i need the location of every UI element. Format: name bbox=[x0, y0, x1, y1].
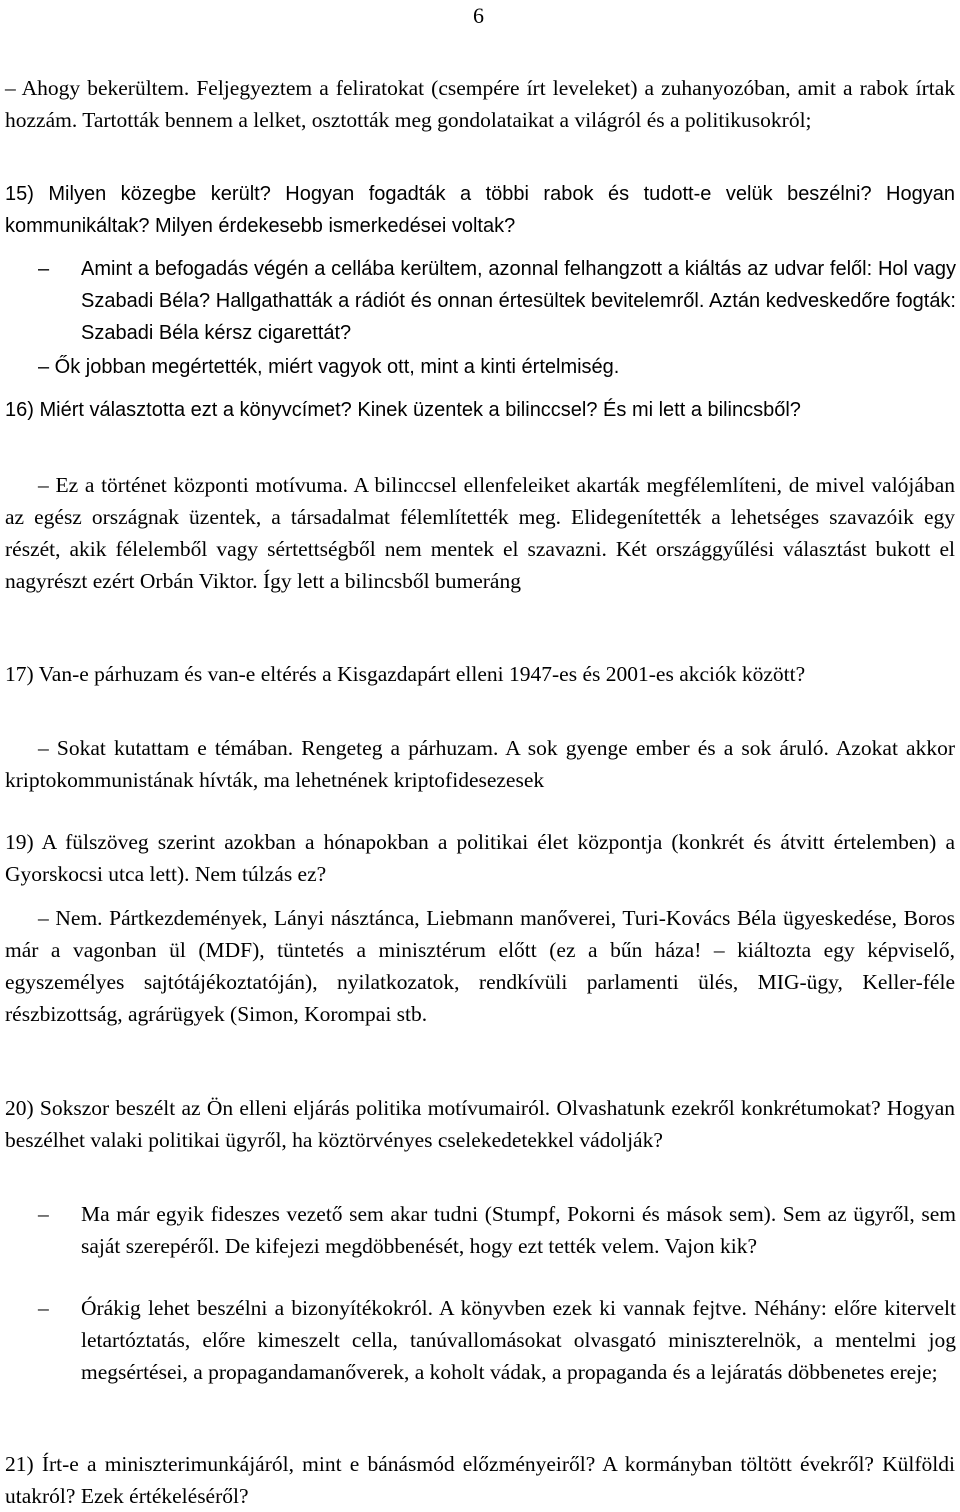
answer-15-item-2: – Ők jobban megértették, miért vagyok ott, mint a kinti értelmiség. bbox=[38, 356, 620, 378]
answer-20-text-2: Órákig lehet beszélni a bizonyítékokról. A könyvben ezek ki vannak fejtve. Néhány: előre kitervelt letartóztatás, előre kimeszelt cella, tanúvallomásokat olvasgató miniszterelnök, a mentelmi jog megsértései, a propagandamanőverek, a koholt vádak, a propaganda és a lejáratás döbbenetes ereje; bbox=[81, 1296, 956, 1384]
page-number: 6 bbox=[473, 3, 484, 28]
answer-20-text-1: Ma már egyik fideszes vezető sem akar tudni (Stumpf, Pokorni és mások sem). Sem az ügyről, sem saját szerepéről. De kifejezi megdöbbenését, hogy ezt tették velem. Vajon kik? bbox=[81, 1202, 956, 1258]
question-19: 19) A fülszöveg szerint azokban a hónapokban a politikai élet központja (konkrét és átvitt értelemben) a Gyorskocsi utca lett). Nem túlzás ez? bbox=[5, 830, 955, 886]
paragraph-answer-14: – Ahogy bekerültem. Feljegyeztem a feliratokat (csempére írt leveleket) a zuhanyozóban, amit a rabok írtak hozzám. Tartották bennem a lelket, osztották meg gondolataikat a világról és a politikusokról; bbox=[5, 76, 955, 132]
question-21: 21) Írt-e a miniszterimunkájáról, mint e bánásmód előzményeiről? A kormányban töltött évekről? Külföldi utakról? Ezek értékeléséről? bbox=[5, 1452, 955, 1508]
answer-16: – Ez a történet központi motívuma. A bilinccsel ellenfeleiket akarták megfélemlíteni, de mivel valójában az egész országnak üzentek, a társadalmat félemlítették meg. Elidegenítették a lehetséges szavazóik egy részét, akik félelemből vagy sértettségből nem mentek el szavazni. Két országgyűlési választást bukott el nagyrészt ezért Orbán Viktor. Így lett a bilincsből bumeráng bbox=[5, 473, 955, 593]
question-20: 20) Sokszor beszélt az Ön elleni eljárás politika motívumairól. Olvashatunk ezekről konkrétumokat? Hogyan beszélhet valaki politikai ügyről, ha köztörvényes cselekedetekkel vádolják? bbox=[5, 1096, 955, 1152]
dash-marker: – bbox=[38, 258, 50, 280]
question-15: 15) Milyen közegbe került? Hogyan fogadták a többi rabok és tudott-e velük beszélni? Hogyan kommunikáltak? Milyen érdekesebb ismerkedései voltak? bbox=[5, 183, 955, 237]
answer-19: – Nem. Pártkezdemények, Lányi násztánca, Liebmann manőverei, Turi-Kovács Béla ügyeskedése, Boros már a vagonban ül (MDF), tüntetés a minisztérum előtt (ez a bűn háza! – kiáltozta egy képviselő, egyszemélyes sajtótájékoztatóján), nyilatkozatok, rendkívüli parlamenti ülés, MIG-ügy, Keller-féle részbizottság, agrárügyek (Simon, Korompai stb. bbox=[5, 906, 955, 1026]
question-17: 17) Van-e párhuzam és van-e eltérés a Kisgazdapárt elleni 1947-es és 2001-es akciók között? bbox=[5, 662, 806, 686]
answer-17: – Sokat kutattam e témában. Rengeteg a párhuzam. A sok gyenge ember és a sok áruló. Azokat akkor kriptokommunistának hívták, ma lehetnének kriptofidesezesek bbox=[5, 736, 955, 792]
answer-20-item-1 bbox=[38, 1198, 956, 1294]
dash-marker: – bbox=[38, 1296, 49, 1320]
question-16: 16) Miért választotta ezt a könyvcímet? Kinek üzentek a bilinccsel? És mi lett a bilincsből? bbox=[5, 399, 801, 421]
answer-15-item-1 bbox=[38, 253, 956, 353]
answer-15-text-1: Amint a befogadás végén a cellába kerültem, azonnal felhangzott a kiáltás az udvar felől: Hol vagy Szabadi Béla? Hallgathatták a rádiót és onnan értesültek bevitelemről. Aztán kedveskedőre fogták: Szabadi Béla kérsz cigarettát? bbox=[81, 258, 956, 344]
dash-marker: – bbox=[38, 1202, 49, 1226]
answer-20-item-2 bbox=[38, 1292, 956, 1420]
